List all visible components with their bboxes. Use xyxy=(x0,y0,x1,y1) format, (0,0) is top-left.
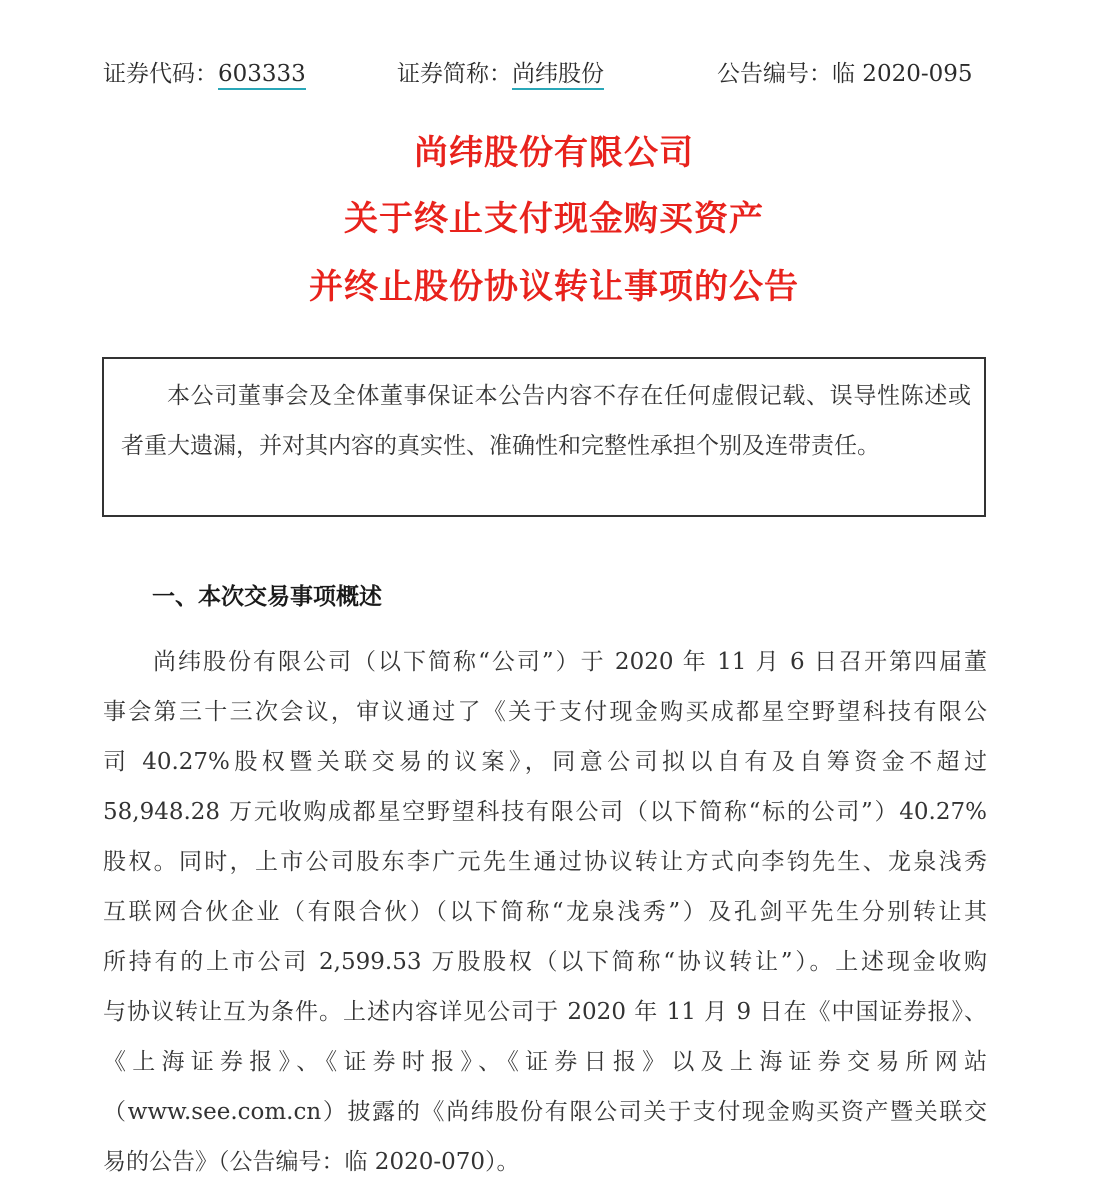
body-line: 与协议转让互为条件。上述内容详见公司于 2020 年 11 月 9 日在《中国证券报》、 xyxy=(103,999,987,1025)
body-line: 58,948.28 万元收购成都星空野望科技有限公司（以下简称“标的公司”）40.27% xyxy=(103,799,987,825)
announcement-number: 公告编号：临 2020-095 xyxy=(717,61,973,87)
board-statement-text: 本公司董事会及全体董事保证本公告内容不存在任何虚假记载、误导性陈述或者重大遗漏，并对其内容的真实性、准确性和完整性承担个别及连带责任。 xyxy=(121,383,971,459)
body-line: 所持有的上市公司 2,599.53 万股股权（以下简称“协议转让”）。上述现金收购 xyxy=(103,949,987,975)
security-code-link[interactable]: 603333 xyxy=(218,61,306,90)
announcement-header xyxy=(103,54,983,94)
body-line: （www.see.com.cn）披露的《尚纬股份有限公司关于支付现金购买资产暨关联交 xyxy=(103,1099,987,1125)
body-line: 易的公告》（公告编号：临 2020-070）。 xyxy=(103,1149,520,1175)
body-line: 股权。同时，上市公司股东李广元先生通过协议转让方式向李钧先生、龙泉浅秀 xyxy=(103,849,987,875)
security-abbreviation-link[interactable]: 尚纬股份 xyxy=(512,61,604,90)
security-code-label: 证券代码： xyxy=(103,61,218,87)
title-line-3: 并终止股份协议转让事项的公告 xyxy=(309,267,799,307)
title-company: 尚纬股份有限公司 xyxy=(414,133,694,173)
body-line: 尚纬股份有限公司（以下简称“公司”）于 2020 年 11 月 6 日召开第四届董 xyxy=(153,649,987,675)
body-line: 互联网合伙企业（有限合伙）（以下简称“龙泉浅秀”）及孔剑平先生分别转让其 xyxy=(103,899,987,925)
title-line-2: 关于终止支付现金购买资产 xyxy=(344,199,764,239)
security-code xyxy=(103,54,306,94)
body-line: 事会第三十三次会议，审议通过了《关于支付现金购买成都星空野望科技有限公 xyxy=(103,699,987,725)
security-abbreviation xyxy=(397,54,604,94)
body-line: 司 40.27%股权暨关联交易的议案》，同意公司拟以自有及自筹资金不超过 xyxy=(103,749,987,775)
section-heading: 一、本次交易事项概述 xyxy=(152,584,382,610)
section-body xyxy=(103,637,987,1187)
board-statement-box xyxy=(102,357,986,517)
body-line: 《上海证券报》、《证券时报》、《证券日报》以及上海证券交易所网站 xyxy=(103,1049,987,1075)
security-abbreviation-label: 证券简称： xyxy=(397,61,512,87)
